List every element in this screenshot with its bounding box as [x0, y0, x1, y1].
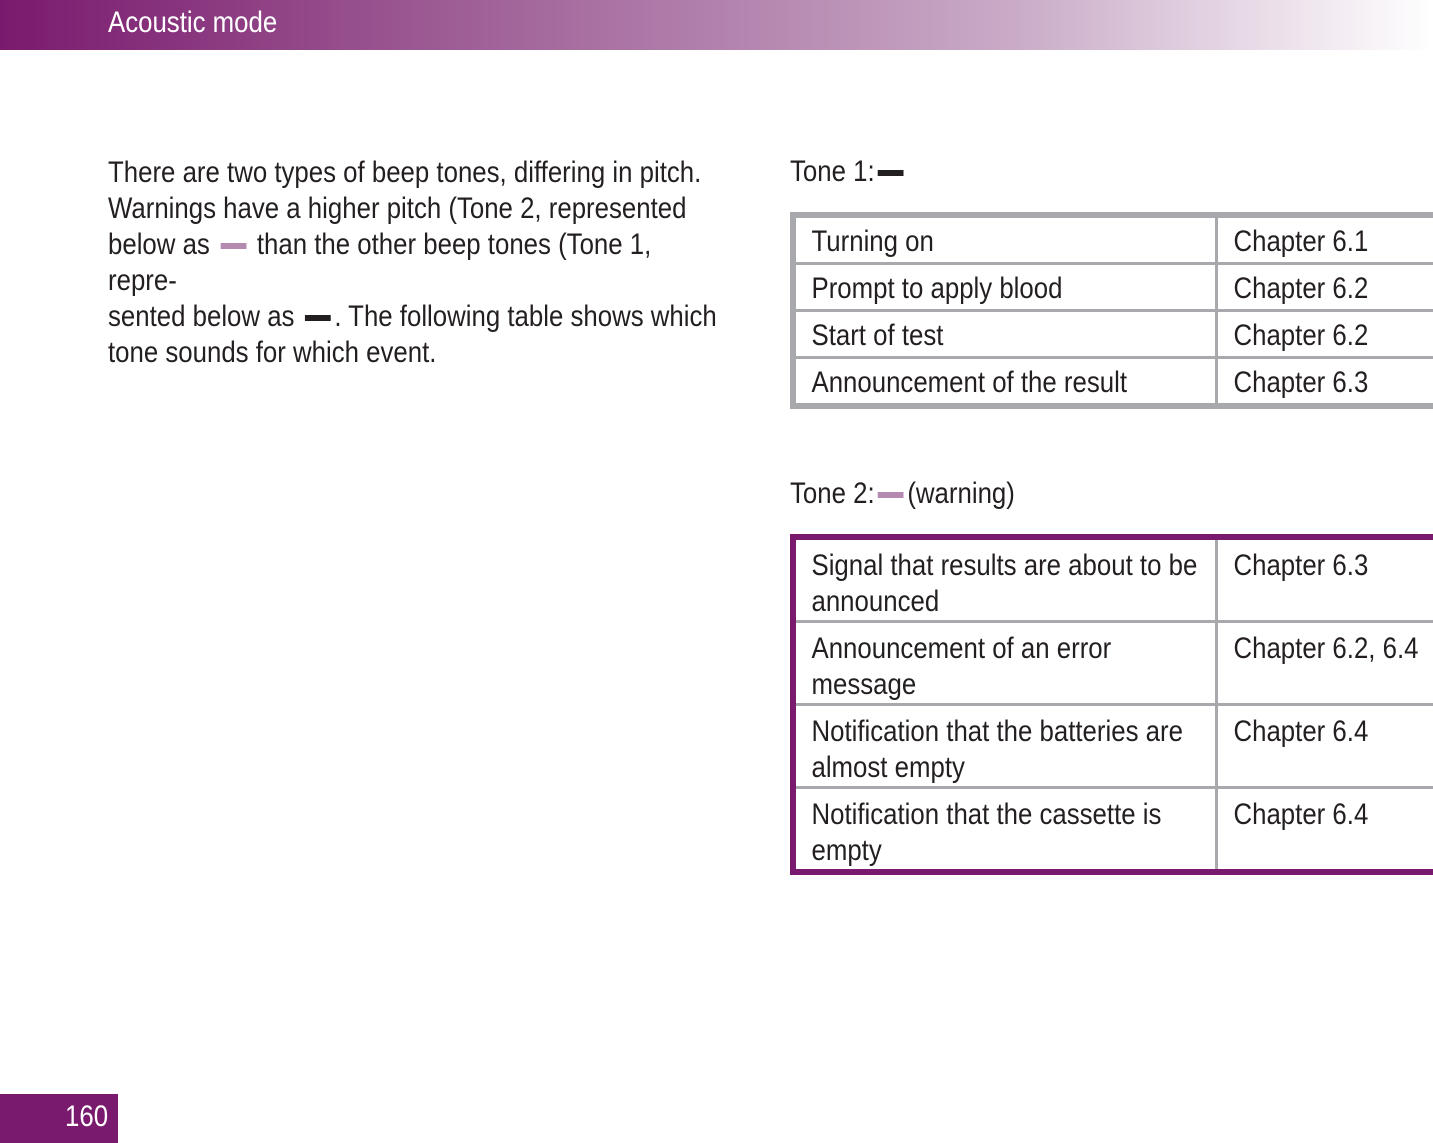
header-bar: [0, 0, 1433, 50]
intro-line-3-end: than the other beep tones (Tone 1, repre-: [108, 228, 652, 297]
chapter-cell: Chapter 6.2: [1216, 311, 1433, 358]
event-line-1: Announcement of an error: [811, 632, 1112, 665]
intro-line-3-start: below as: [108, 228, 218, 261]
tone2-suffix: (warning): [907, 477, 1015, 510]
event-cell: Start of test: [793, 311, 1216, 358]
page-number-box: [0, 1094, 118, 1143]
tone1-label: Tone 1:: [790, 155, 875, 188]
event-cell: Turning on: [793, 215, 1216, 264]
event-line-1: Notification that the batteries are: [811, 715, 1183, 748]
intro-line-1: There are two types of beep tones, differing in pitch.: [108, 156, 702, 189]
intro-line-5: tone sounds for which event.: [108, 336, 437, 369]
page-number: 160: [64, 1100, 108, 1133]
event-line-2: announced: [811, 585, 940, 618]
intro-line-4-end: . The following table shows which: [334, 300, 717, 333]
event-cell: [793, 788, 1216, 873]
chapter-cell: Chapter 6.4: [1216, 705, 1433, 788]
table-row: [793, 705, 1433, 788]
event-line-1: Signal that results are about to be: [811, 549, 1198, 582]
tone2-dash-icon: [220, 243, 246, 249]
tone1-heading: [790, 155, 907, 189]
tone1-dash-icon: [305, 315, 331, 321]
tone1-table: [790, 212, 1433, 409]
table-row: [793, 311, 1433, 358]
table-row: [793, 537, 1433, 622]
chapter-cell: Chapter 6.1: [1216, 215, 1433, 264]
tone2-label: Tone 2:: [790, 477, 875, 510]
tone2-table: [790, 534, 1433, 875]
tone2-heading: [790, 477, 1015, 511]
tone1-dash-icon: [878, 170, 904, 176]
section-title: Acoustic mode: [108, 6, 278, 39]
table-row: [793, 788, 1433, 873]
event-cell: [793, 705, 1216, 788]
chapter-cell: Chapter 6.2: [1216, 264, 1433, 311]
intro-line-4-start: sented below as: [108, 300, 302, 333]
event-line-1: Notification that the cassette is: [811, 798, 1162, 831]
tone2-dash-icon: [878, 492, 904, 498]
event-cell: [793, 622, 1216, 705]
intro-paragraph: [108, 155, 719, 371]
event-cell: Announcement of the result: [793, 358, 1216, 407]
event-cell: Prompt to apply blood: [793, 264, 1216, 311]
table-row: [793, 215, 1433, 264]
table-row: [793, 358, 1433, 407]
intro-line-3: [108, 227, 719, 299]
event-line-2: almost empty: [811, 751, 965, 784]
chapter-cell: Chapter 6.3: [1216, 537, 1433, 622]
chapter-cell: Chapter 6.4: [1216, 788, 1433, 873]
table-row: [793, 264, 1433, 311]
intro-line-2: Warnings have a higher pitch (Tone 2, represented: [108, 192, 687, 225]
event-line-2: message: [811, 668, 917, 701]
chapter-cell: Chapter 6.3: [1216, 358, 1433, 407]
chapter-cell: Chapter 6.2, 6.4: [1216, 622, 1433, 705]
table-row: [793, 622, 1433, 705]
event-cell: [793, 537, 1216, 622]
intro-line-4: [108, 299, 719, 335]
event-line-2: empty: [811, 834, 882, 867]
